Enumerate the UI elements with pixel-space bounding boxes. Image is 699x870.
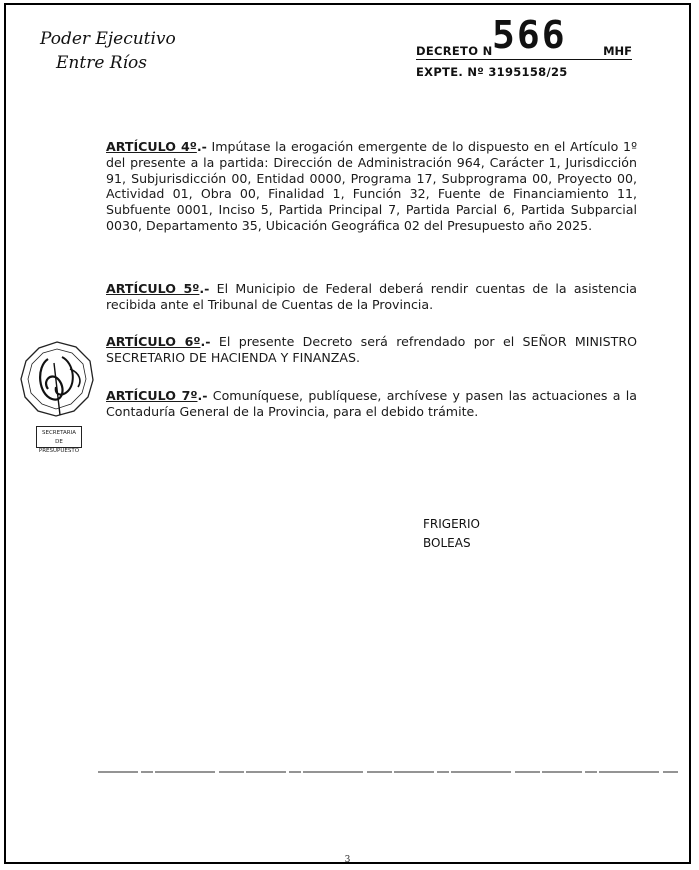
stamp-line-1: SECRETARIA xyxy=(41,430,76,436)
document-page xyxy=(4,3,691,864)
article-4-label: ARTÍCULO 4º xyxy=(106,139,197,154)
seal-icon xyxy=(18,339,96,419)
article-5-label: ARTÍCULO 5º xyxy=(106,281,200,296)
official-seal-stamp xyxy=(18,339,96,424)
signer-1: FRIGERIO xyxy=(423,517,480,531)
decree-header xyxy=(416,43,632,60)
stamp-line-2: DE PRESUPUESTO xyxy=(38,439,80,454)
article-5-separator: .- xyxy=(199,281,210,296)
decree-label: DECRETO N xyxy=(416,44,493,58)
article-7-separator: .- xyxy=(197,388,208,403)
article-6-label: ARTÍCULO 6º xyxy=(106,334,201,349)
article-4-text: Impútase la erogación emergente de lo dispuesto en el Artículo 1º del presente a la partida: Dirección de Administración 964, Carácter 1, Jurisdicción 91, Subjurisdicción 00, Entidad 0000, Programa 17, Subprograma 00, Proyecto 00, Actividad 01, Obra 00, Finalidad 1, Función 32, Fuente de Financiamiento 11, Subfuente 0001, Inciso 5, Partida Principal 7, Partida Parcial 6, Partida Subparcial 0030, Departamento 35, Ubicación Geográfica 02 del Presupuesto año 2025. xyxy=(106,139,638,233)
article-6 xyxy=(106,334,637,366)
article-6-text: El presente Decreto será refrendado por el SEÑOR MINISTRO SECRETARIO DE HACIENDA Y FINANZAS. xyxy=(106,334,637,365)
article-4-separator: .- xyxy=(196,139,207,154)
article-5-text: El Municipio de Federal deberá rendir cuentas de la asistencia recibida ante el Tribunal de Cuentas de la Provincia. xyxy=(106,281,637,312)
department-stamp xyxy=(36,426,82,454)
article-4 xyxy=(106,139,637,234)
letterhead-line-1: Poder Ejecutivo xyxy=(40,29,176,49)
article-7-label: ARTÍCULO 7º xyxy=(106,388,198,403)
signer-2: BOLEAS xyxy=(423,536,471,550)
signers-block xyxy=(423,515,480,553)
article-5 xyxy=(106,281,637,313)
article-7-text: Comuníquese, publíquese, archívese y pasen las actuaciones a la Contaduría General de la Provincia, para el debido trámite. xyxy=(106,388,637,419)
article-6-separator: .- xyxy=(200,334,211,349)
expediente-number: EXPTE. Nº 3195158/25 xyxy=(416,65,568,79)
page-number: 3 xyxy=(344,855,351,865)
decree-suffix: MHF xyxy=(603,44,632,58)
letterhead-line-2: Entre Ríos xyxy=(56,53,147,73)
article-7 xyxy=(106,388,637,420)
decree-number: 566 xyxy=(492,13,567,57)
letterhead xyxy=(40,27,180,75)
scan-artifact-line xyxy=(98,771,678,773)
